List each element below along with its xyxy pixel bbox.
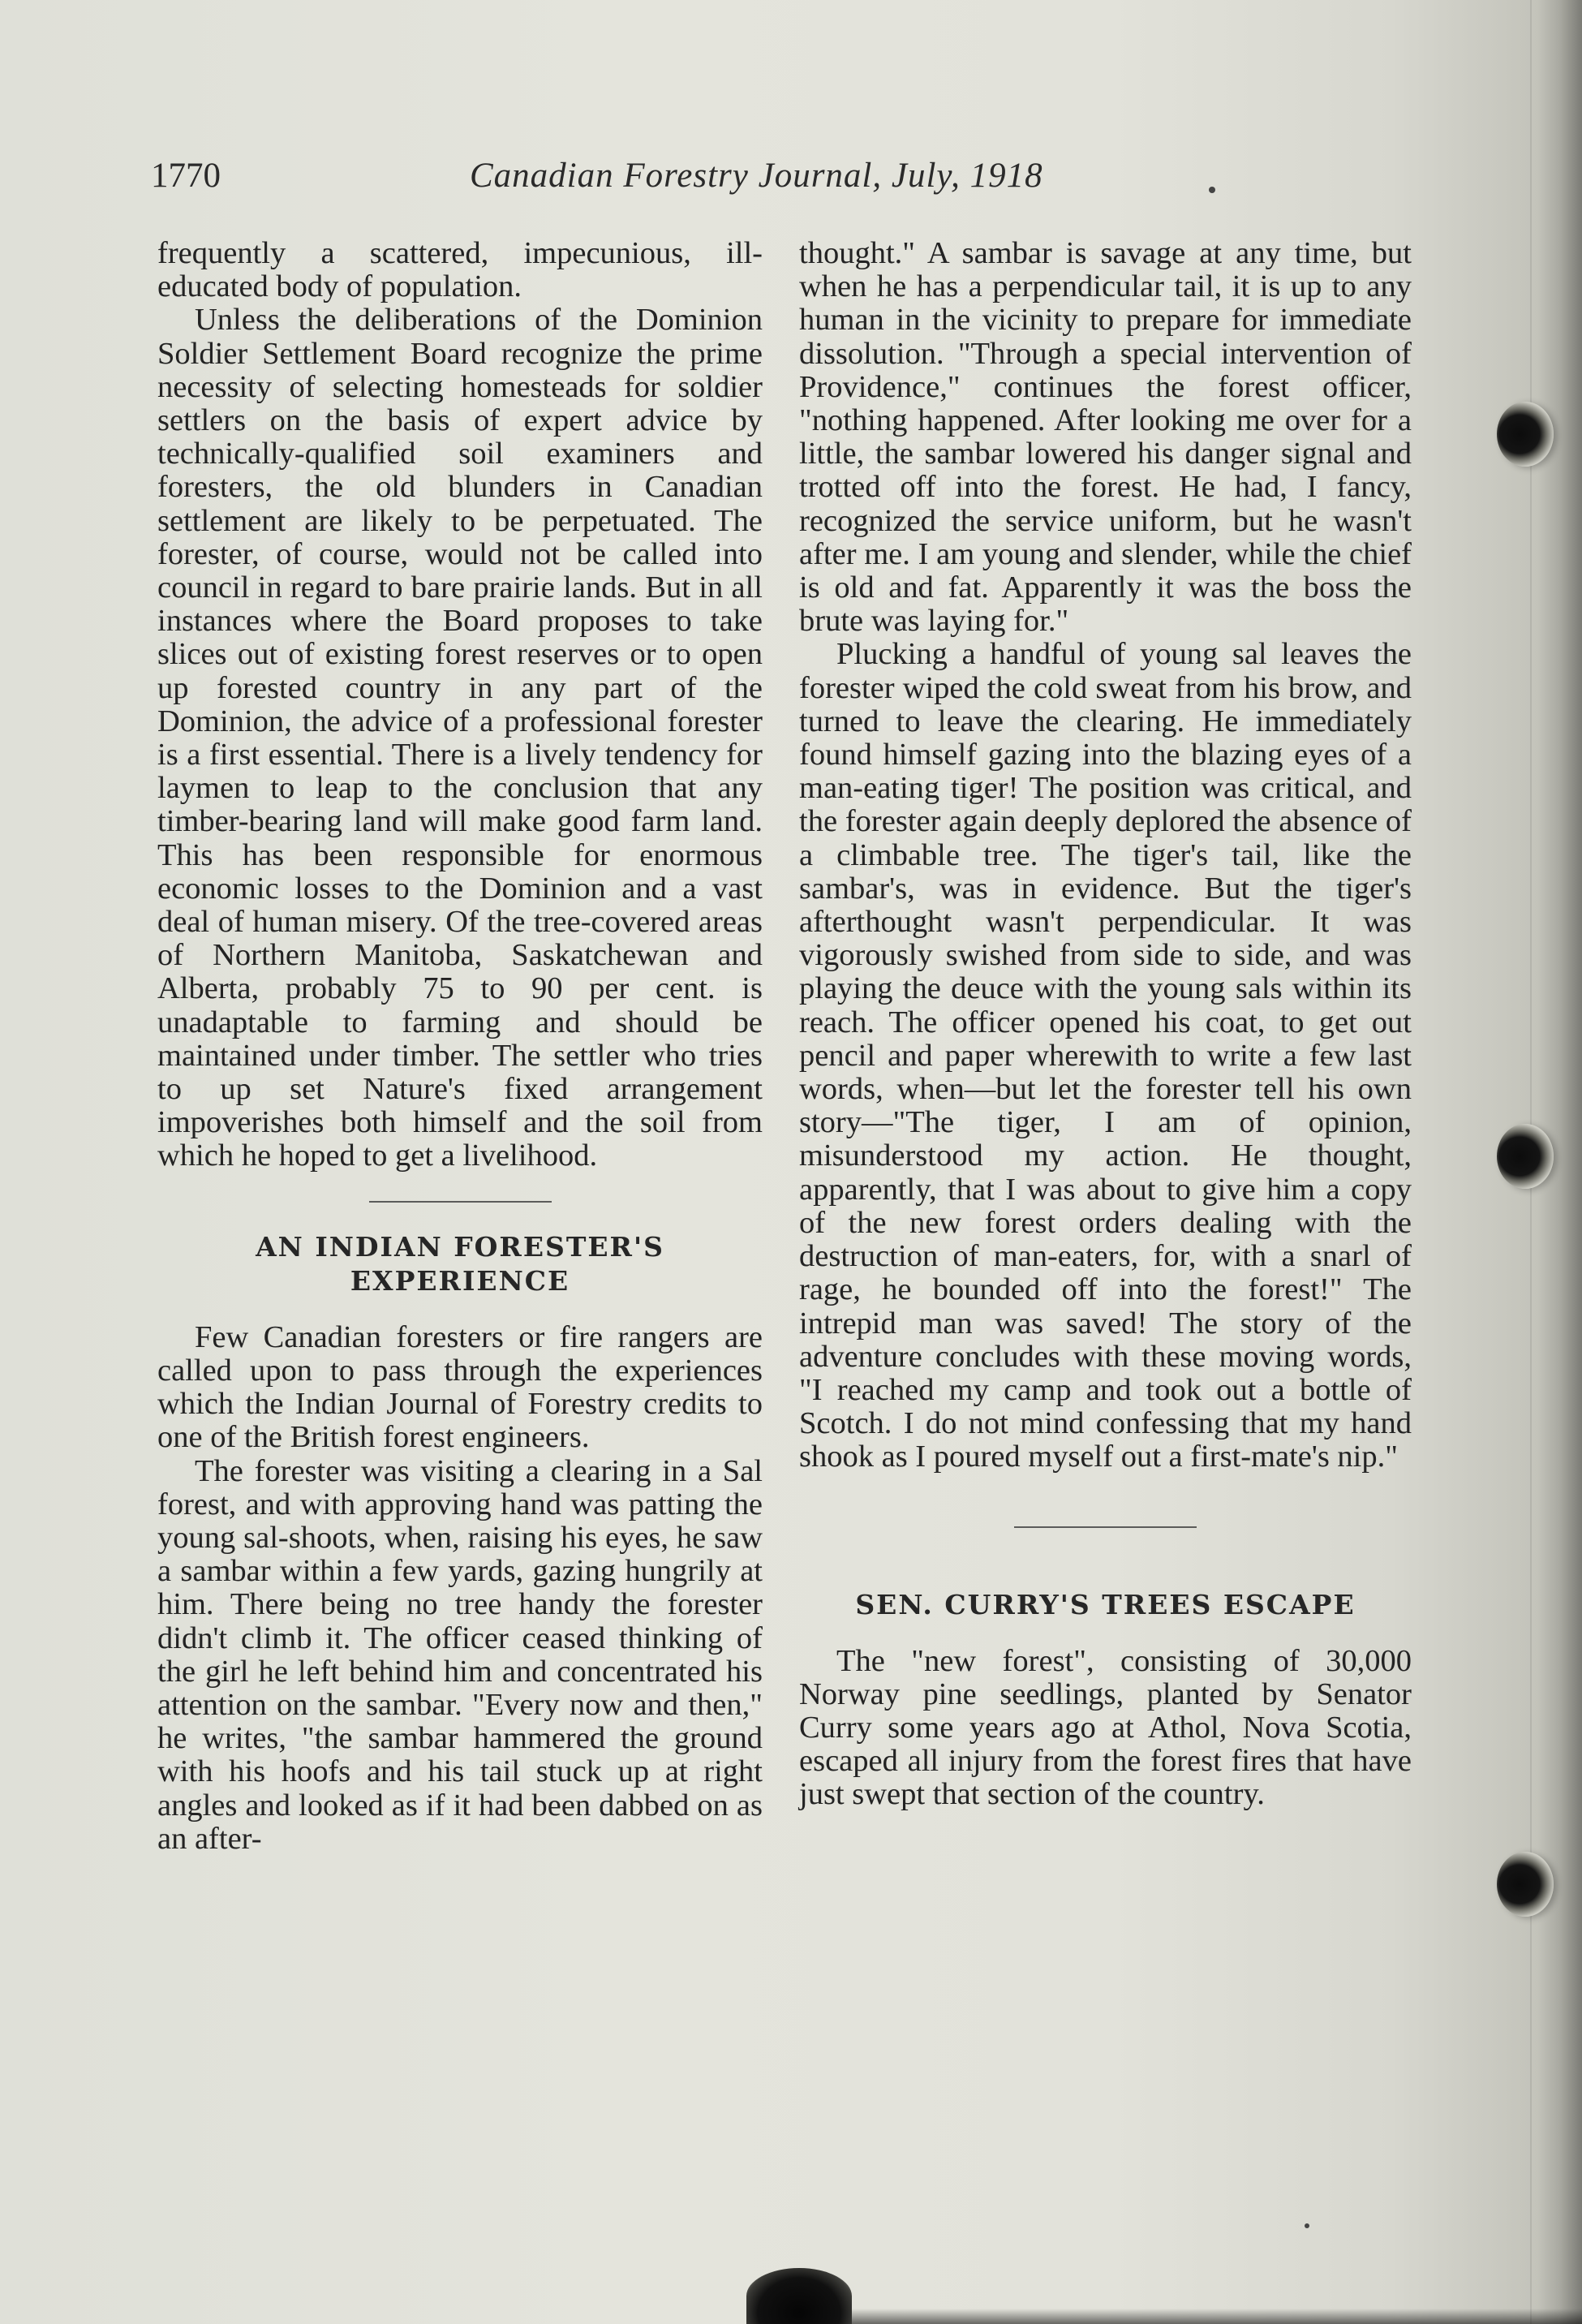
ink-speck bbox=[1209, 187, 1215, 193]
left-paragraph-3: Few Canadian foresters or fire rangers are called upon to pass through the experiences which the Indian Journal of Forestry credits to one of the British forest engineers. bbox=[157, 1319, 763, 1455]
section-separator bbox=[1014, 1526, 1197, 1528]
left-paragraph-1: frequently a scattered, impecunious, ill-educated body of population. bbox=[157, 236, 763, 304]
right-paragraph-3: The "new forest", consisting of 30,000 Norway pine seedlings, planted by Senator Curry some years ago at Athol, Nova Scotia, escaped all injury from the forest fires that have just swept that section of the country. bbox=[799, 1643, 1412, 1812]
page-header bbox=[151, 156, 1416, 204]
left-paragraph-2: Unless the deliberations of the Dominion Soldier Settlement Board recognize the prime necessity of selecting homesteads for soldier settlers on the basis of expert advice by technically-qualified soil examiners and foresters, the old blunders in Canadian settlement are likely to be perpetuated. The forester, of course, would not be called into council in regard to bare prairie lands. But in all instances where the Board proposes to take slices out of existing forest reserves or to open up forested country in any part of the Dominion, the advice of a professional forester is a first essential. There is a lively tendency for laymen to leap to the conclusion that any timber-bearing land will make good farm land. This has been responsible for enormous economic losses to the Dominion and a vast deal of human misery. Of the tree-covered areas of Northern Manitoba, Saskatchewan and Alberta, probably 75 to 90 per cent. is unadaptable to farming and should be maintained under timber. The settler who tries to up set Nature's fixed arrangement impoverishes both himself and the soil from which he hoped to get a livelihood. bbox=[157, 303, 763, 1173]
page-number: 1770 bbox=[151, 157, 221, 195]
left-paragraph-4: The forester was visiting a clearing in a Sal forest, and with approving hand was patting the young sal-shoots, when, raising his eyes, he saw a sambar within a few yards, gazing hungrily at him. There being no tree handy the forester didn't climb it. The officer ceased thinking of the girl he left behind him and concentrated his attention on the sambar. "Every now and then," he writes, "the sambar hammered the ground with his hoofs and his tail stuck up at right angles and looked as if it had been dabbed on as an after- bbox=[157, 1453, 763, 1856]
right-paragraph-1: thought." A sambar is savage at any time, but when he has a perpendicular tail, it is up to any human in the vicinity to prepare for immediate dissolution. "Through a special intervention of Providence," continues the forest officer, "nothing happened. After looking me over for a little, the sambar lowered his danger signal and trotted off into the forest. He had, I fancy, recognized the service uniform, but he wasn't after me. I am young and slender, while the chief is old and fat. Apparently it was the boss the brute was laying for." bbox=[799, 236, 1412, 639]
bottom-shadow bbox=[852, 2309, 1582, 2324]
left-column bbox=[157, 237, 763, 1856]
ink-speck bbox=[1305, 2223, 1309, 2228]
binder-hole-icon bbox=[1497, 402, 1554, 467]
binder-hole-icon bbox=[1497, 1124, 1554, 1189]
section-separator bbox=[369, 1201, 552, 1203]
running-head: Canadian Forestry Journal, July, 1918 bbox=[470, 157, 1043, 195]
binding-mark bbox=[746, 2268, 852, 2324]
right-paragraph-2: Plucking a handful of young sal leaves the forester wiped the cold sweat from his brow, and turned to leave the clearing. He immediately found himself gazing into the blazing eyes of a man-eating tiger! The position was critical, and the forester again deeply deplored the absence of a climbable tree. The tiger's tail, like the sambar's, was in evidence. But the tiger's afterthought wasn't perpendicular. It was vigorously swished from side to side, and was playing the deuce with the young sals within its reach. The officer opened his coat, to get out pencil and paper wherewith to write a few last words, when—but let the forester tell his own story—"The tiger, I am of opinion, misunderstood my action. He thought, apparently, that I was about to give him a copy of the new forest orders dealing with the destruction of man-eaters, for, with a snarl of rage, he bounded off into the forest!" The intrepid man was saved! The story of the adventure concludes with these moving words, "I reached my camp and took out a bottle of Scotch. I do not mind confessing that my hand shook as I poured myself out a first-mate's nip." bbox=[799, 637, 1412, 1474]
binder-hole-icon bbox=[1497, 1852, 1554, 1917]
section-heading-curry-trees: SEN. CURRY'S TREES ESCAPE bbox=[855, 1588, 1356, 1620]
section-heading-indian-forester: AN INDIAN FORESTER'S EXPERIENCE bbox=[256, 1230, 664, 1297]
right-column bbox=[799, 237, 1412, 1812]
